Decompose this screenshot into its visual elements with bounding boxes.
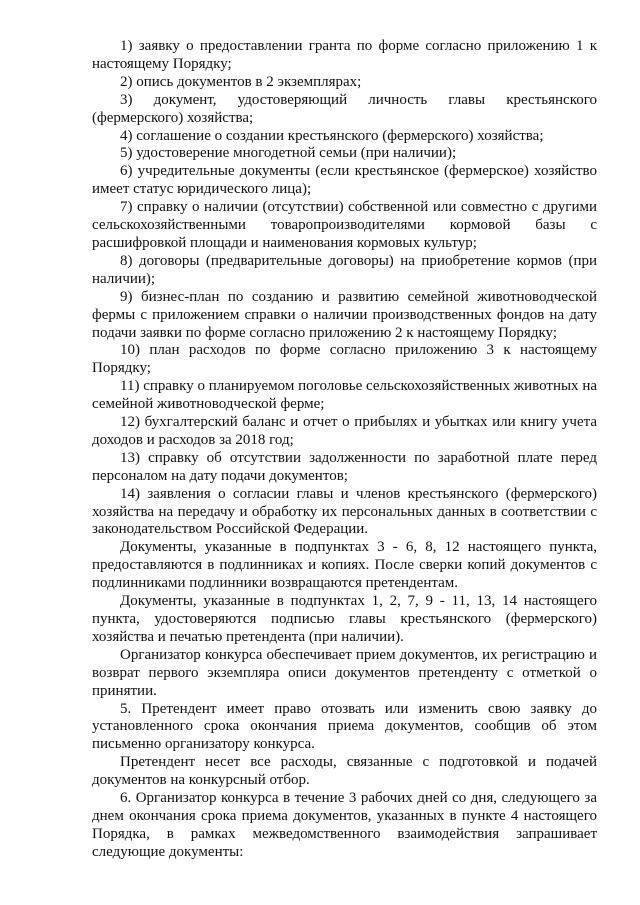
paragraph-originals-note: Документы, указанные в подпунктах 3 - 6, 8, 12 настоящего пункта, предоставляются в подлинниках и копиях. После сверки копий документов с подлинниками подлинники возвращаются претендентам. [92, 539, 597, 592]
list-item-5: 5) удостоверение многодетной семьи (при наличии); [120, 145, 457, 162]
list-item-11: 11) справку о планируемом поголовье сельскохозяйственных животных на семейной животноводческой ферме; [92, 378, 597, 413]
list-item-8: 8) договоры (предварительные договоры) на приобретение кормов (при наличии); [92, 252, 597, 287]
list-item-4: 4) соглашение о создании крестьянского (фермерского) хозяйства; [120, 127, 544, 144]
document-page [92, 38, 597, 862]
paragraph-organizer-intake: Организатор конкурса обеспечивает прием документов, их регистрацию и возврат первого экземпляра описи документов претенденту с отметкой о принятии. [92, 646, 597, 699]
paragraph-clause-6: 6. Организатор конкурса в течение 3 рабочих дней со дня, следующего за днем окончания срока приема документов, указанных в пункте 4 настоящего Порядка, в рамках межведомственного взаимодействия запрашивает следующие документы: [92, 790, 597, 860]
paragraph-signature-note: Документы, указанные в подпунктах 1, 2, 7, 9 - 11, 13, 14 настоящего пункта, удостоверяются подписью главы крестьянского (фермерского) хозяйства и печатью претендента (при наличии). [92, 593, 597, 645]
list-item-13: 13) справку об отсутствии задолженности по заработной плате перед персоналом на дату подачи документов; [92, 449, 597, 484]
list-item-2: 2) опись документов в 2 экземплярах; [120, 73, 362, 90]
paragraph-expenses: Претендент несет все расходы, связанные с подготовкой и подачей документов на конкурсный отбор. [92, 754, 597, 789]
list-item-3: 3) документ, удостоверяющий личность главы крестьянского (фермерского) хозяйства; [92, 91, 597, 126]
list-item-7: 7) справку о наличии (отсутствии) собственной или совместно с другими сельскохозяйственными товаропроизводителями кормовой базы с расшифровкой площади и наименования кормовых культур; [92, 199, 597, 251]
list-item-12: 12) бухгалтерский баланс и отчет о прибылях и убытках или книгу учета доходов и расходов за 2018 год; [92, 414, 597, 448]
list-item-14: 14) заявления о согласии главы и членов крестьянского (фермерского) хозяйства на передачу и обработку их персональных данных в соответствии с законодательством Российской Федерации. [92, 485, 597, 538]
list-item-6: 6) учредительные документы (если крестьянское (фермерское) хозяйство имеет статус юридического лица); [92, 163, 597, 198]
paragraph-clause-5: 5. Претендент имеет право отозвать или изменить свою заявку до установленного срока окончания приема документов, сообщив об этом письменно организатору конкурса. [92, 700, 597, 753]
list-item-10: 10) план расходов по форме согласно приложению 3 к настоящему Порядку; [92, 342, 597, 377]
list-item-9: 9) бизнес-план по созданию и развитию семейной животноводческой фермы с приложением справки о наличии производственных фондов на дату подачи заявки по форме согласно приложению 2 к настоящему Порядку; [92, 288, 597, 341]
list-item-1: 1) заявку о предоставлении гранта по форме согласно приложению 1 к настоящему Порядку; [92, 38, 597, 72]
